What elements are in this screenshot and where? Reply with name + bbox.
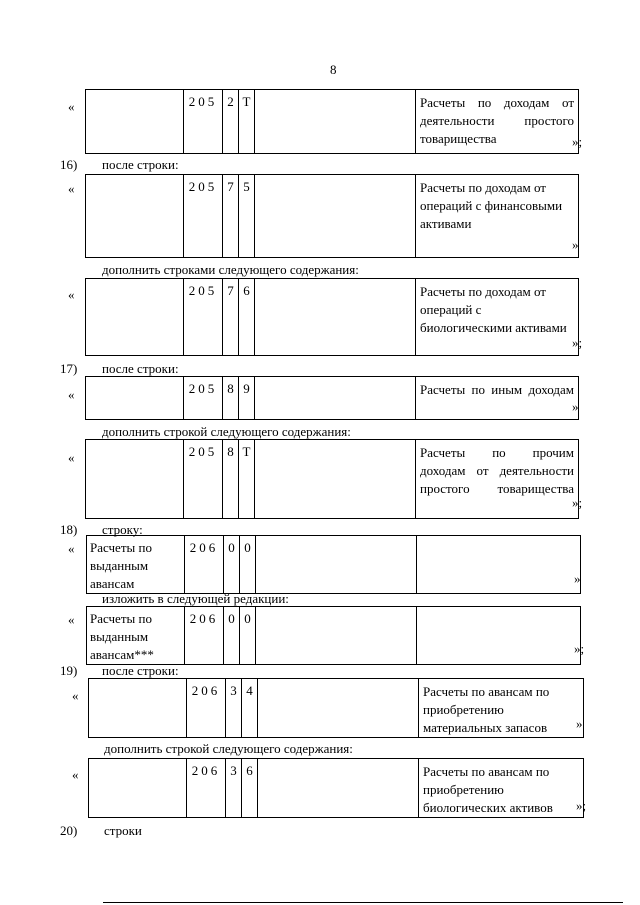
account-row-205-75 xyxy=(85,174,579,258)
account-row-206-00-new xyxy=(86,606,581,665)
row-name xyxy=(89,759,187,818)
row-code: 205 xyxy=(184,279,223,356)
account-row-205-89 xyxy=(85,376,579,420)
row-digit-2: Т xyxy=(239,90,255,154)
row-digit-2: Т xyxy=(239,440,255,519)
row-empty-cell xyxy=(256,536,417,594)
close-quote: » xyxy=(576,716,583,731)
item-number: 18) xyxy=(60,522,78,537)
open-quote: « xyxy=(68,450,75,465)
row-digit-1: 0 xyxy=(224,607,240,665)
item-text: строки xyxy=(104,823,142,838)
row-name xyxy=(86,90,184,154)
close-quote: » xyxy=(574,571,581,586)
item-text: строку: xyxy=(102,522,143,537)
page-number: 8 xyxy=(330,62,337,77)
row-code: 206 xyxy=(187,759,226,818)
row-empty-cell xyxy=(255,90,416,154)
row-description xyxy=(417,607,581,665)
row-name xyxy=(89,679,187,738)
close-quote: »; xyxy=(572,134,583,149)
row-code: 206 xyxy=(185,607,224,665)
row-empty-cell xyxy=(258,679,419,738)
row-description: Расчеты по иным доходам xyxy=(416,377,579,420)
item-number: 16) xyxy=(60,157,78,172)
row-empty-cell xyxy=(255,175,416,258)
row-empty-cell xyxy=(255,377,416,420)
account-row-206-36 xyxy=(88,758,587,818)
row-name xyxy=(86,175,184,258)
row-digit-2: 6 xyxy=(239,279,255,356)
row-digit-2: 5 xyxy=(239,175,255,258)
row-description: Расчеты по прочим доходам от деятельности простого товарищества xyxy=(416,440,579,519)
row-name xyxy=(86,440,184,519)
open-quote: « xyxy=(68,287,75,302)
row-name xyxy=(86,377,184,420)
row-empty-cell xyxy=(255,440,416,519)
row-description: Расчеты по авансам по приобретению биологических активов xyxy=(419,759,584,818)
row-description: Расчеты по доходам от деятельности простого товарищества xyxy=(416,90,579,154)
close-quote: »; xyxy=(576,798,587,813)
row-digit-1: 3 xyxy=(226,759,242,818)
row-description xyxy=(417,536,581,594)
row-digit-2: 6 xyxy=(242,759,258,818)
account-row-206-34 xyxy=(88,678,584,738)
item-text: дополнить строкой следующего содержания: xyxy=(102,424,351,439)
row-digit-2: 4 xyxy=(242,679,258,738)
close-quote: » xyxy=(572,237,579,252)
row-digit-2: 0 xyxy=(240,536,256,594)
row-code: 205 xyxy=(184,377,223,420)
row-digit-2: 0 xyxy=(240,607,256,665)
row-empty-cell xyxy=(255,279,416,356)
row-digit-1: 3 xyxy=(226,679,242,738)
item-text: после строки: xyxy=(102,361,179,376)
item-text: дополнить строкой следующего содержания: xyxy=(104,741,353,756)
row-description: Расчеты по доходам от операций с биологическими активами xyxy=(416,279,579,356)
close-quote: »; xyxy=(572,335,583,350)
row-code: 206 xyxy=(187,679,226,738)
item-number: 17) xyxy=(60,361,78,376)
row-description: Расчеты по доходам от операций с финансовыми активами xyxy=(416,175,579,258)
item-text: после строки: xyxy=(102,663,179,678)
row-empty-cell xyxy=(258,759,419,818)
row-code: 205 xyxy=(184,175,223,258)
close-quote: »; xyxy=(572,495,583,510)
item-text: после строки: xyxy=(102,157,179,172)
row-name: Расчеты по выданным авансам xyxy=(87,536,185,594)
row-digit-1: 8 xyxy=(223,440,239,519)
row-name xyxy=(86,279,184,356)
account-row-205-8T xyxy=(85,439,579,519)
bottom-rule xyxy=(103,902,623,903)
item-number: 20) xyxy=(60,823,78,838)
item-text: изложить в следующей редакции: xyxy=(102,591,289,606)
open-quote: « xyxy=(68,612,75,627)
open-quote: « xyxy=(68,181,75,196)
row-code: 205 xyxy=(184,440,223,519)
open-quote: « xyxy=(68,387,75,402)
close-quote: » xyxy=(572,399,579,414)
row-digit-1: 8 xyxy=(223,377,239,420)
close-quote: »; xyxy=(574,641,585,656)
open-quote: « xyxy=(68,99,75,114)
item-text: дополнить строками следующего содержания: xyxy=(102,262,359,277)
row-name: Расчеты по выданным авансам*** xyxy=(87,607,185,665)
row-digit-1: 2 xyxy=(223,90,239,154)
item-number: 19) xyxy=(60,663,78,678)
account-row-205-76 xyxy=(85,278,579,356)
row-digit-1: 7 xyxy=(223,175,239,258)
open-quote: « xyxy=(68,541,75,556)
row-description: Расчеты по авансам по приобретению материальных запасов xyxy=(419,679,584,738)
row-empty-cell xyxy=(256,607,417,665)
open-quote: « xyxy=(72,688,79,703)
open-quote: « xyxy=(72,767,79,782)
row-digit-1: 7 xyxy=(223,279,239,356)
row-code: 206 xyxy=(185,536,224,594)
row-digit-1: 0 xyxy=(224,536,240,594)
row-digit-2: 9 xyxy=(239,377,255,420)
row-code: 205 xyxy=(184,90,223,154)
account-row-205-2T xyxy=(85,89,579,154)
account-row-206-00 xyxy=(86,535,581,594)
